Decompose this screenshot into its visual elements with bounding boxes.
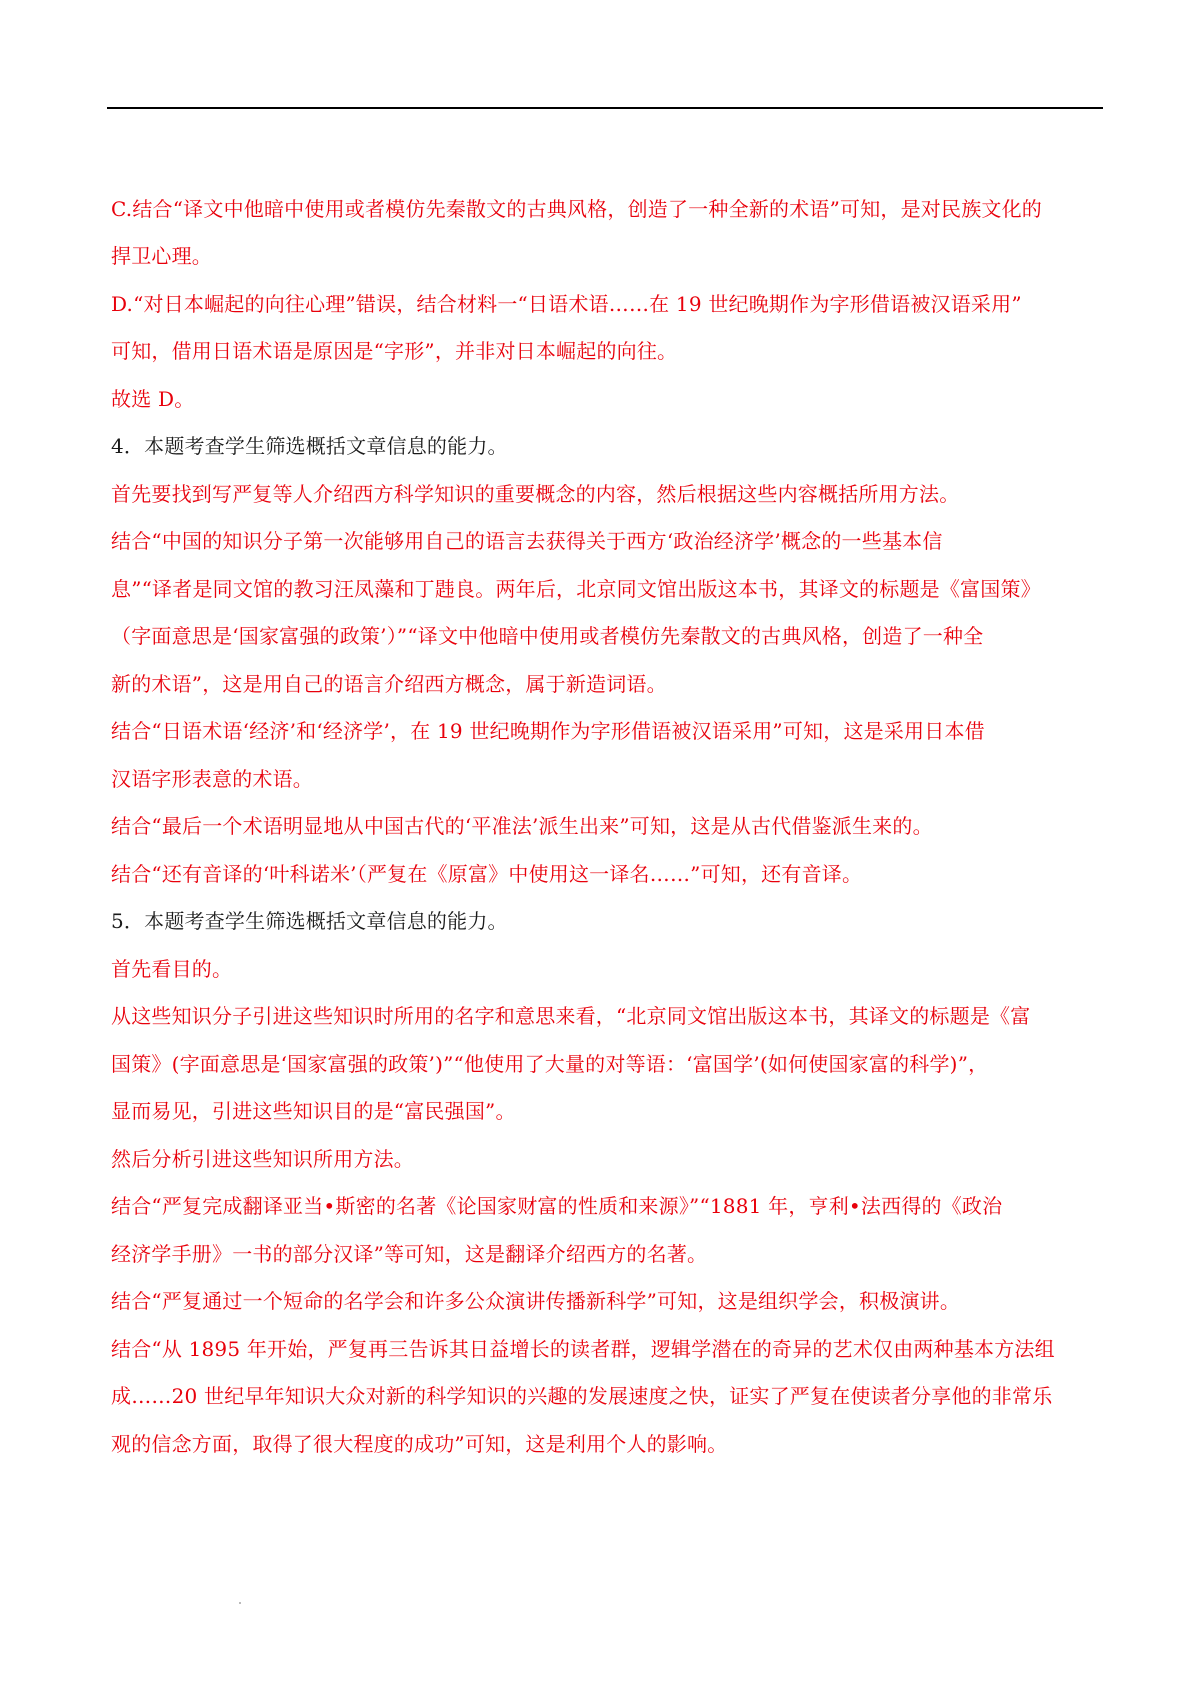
text-line: 首先看目的。 (111, 957, 233, 981)
text-line: 结合“严复完成翻译亚当•斯密的名著《论国家财富的性质和来源》”“1881 年，亨利•法西得的《政治 (111, 1194, 1003, 1218)
text-line: 可知，借用日语术语是原因是“字形”，并非对日本崛起的向往。 (111, 339, 678, 363)
page-speck (239, 1602, 241, 1604)
text-line: D.“对日本崛起的向往心理”错误，结合材料一“日语术语……在 19 世纪晚期作为字形借语被汉语采用” (111, 292, 1022, 316)
text-line: 观的信念方面，取得了很大程度的成功”可知，这是利用个人的影响。 (111, 1432, 728, 1456)
text-line: 新的术语”，这是用自己的语言介绍西方概念，属于新造词语。 (111, 672, 667, 696)
header-rule (107, 107, 1103, 109)
text-line: 捍卫心理。 (111, 244, 212, 268)
text-line: 经济学手册》一书的部分汉译”等可知，这是翻译介绍西方的名著。 (111, 1242, 708, 1266)
text-line: 结合“还有音译的‘叶科诺米’（严复在《原富》中使用这一译名……”可知，还有音译。 (111, 862, 863, 886)
text-line: 结合“严复通过一个短命的名学会和许多公众演讲传播新科学”可知，这是组织学会，积极演讲。 (111, 1289, 961, 1313)
text-line: 显而易见，引进这些知识目的是“富民强国”。 (111, 1099, 516, 1123)
text-line: 从这些知识分子引进这些知识时所用的名字和意思来看，“北京同文馆出版这本书，其译文的标题是《富 (111, 1004, 1031, 1028)
text-line: 国策》(字面意思是‘国家富强的政策’)”“他使用了大量的对等语：‘富国学’(如何使国家富的科学)”， (111, 1052, 989, 1076)
text-line: 息”“译者是同文馆的教习汪凤藻和丁韪良。两年后，北京同文馆出版这本书，其译文的标题是《富国策》 (111, 577, 1041, 601)
text-line: 成……20 世纪早年知识大众对新的科学知识的兴趣的发展速度之快，证实了严复在使读者分享他的非常乐 (111, 1384, 1053, 1408)
text-line: 首先要找到写严复等人介绍西方科学知识的重要概念的内容，然后根据这些内容概括所用方法。 (111, 482, 960, 506)
text-line: C.结合“译文中他暗中使用或者模仿先秦散文的古典风格，创造了一种全新的术语”可知，是对民族文化的 (111, 197, 1042, 221)
text-line: （字面意思是‘国家富强的政策’）”“译文中他暗中使用或者模仿先秦散文的古典风格，创造了一种全 (111, 624, 984, 648)
question-heading: 4．本题考查学生筛选概括文章信息的能力。 (111, 434, 508, 458)
text-line: 结合“中国的知识分子第一次能够用自己的语言去获得关于西方‘政治经济学’概念的一些基本信 (111, 529, 943, 553)
text-line: 然后分析引进这些知识所用方法。 (111, 1147, 414, 1171)
question-heading: 5．本题考查学生筛选概括文章信息的能力。 (111, 909, 508, 933)
text-line: 故选 D。 (111, 387, 195, 411)
text-line: 结合“日语术语‘经济’和‘经济学’，在 19 世纪晚期作为字形借语被汉语采用”可知，这是采用日本借 (111, 719, 985, 743)
text-line: 汉语字形表意的术语。 (111, 767, 313, 791)
text-line: 结合“最后一个术语明显地从中国古代的‘平准法’派生出来”可知，这是从古代借鉴派生来的。 (111, 814, 933, 838)
text-line: 结合“从 1895 年开始，严复再三告诉其日益增长的读者群，逻辑学潜在的奇异的艺术仅由两种基本方法组 (111, 1337, 1055, 1361)
